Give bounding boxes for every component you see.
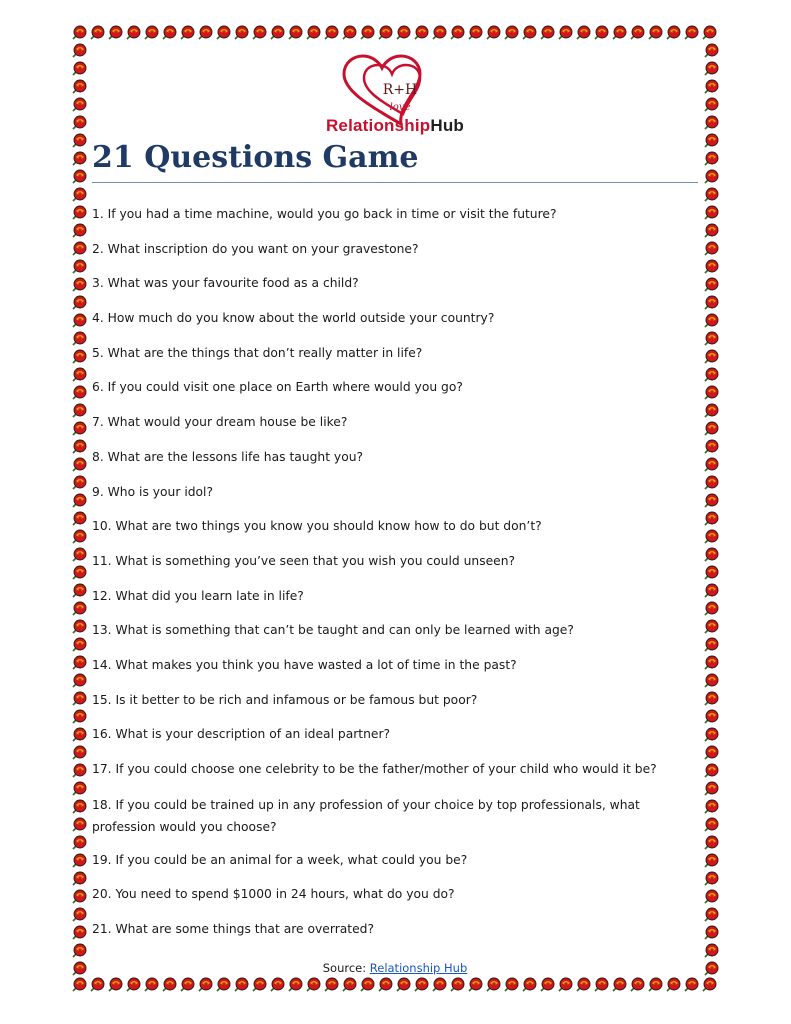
rose-border-icon [124,24,142,42]
rose-border-icon [484,976,502,994]
rose-border-icon [322,24,340,42]
question-item: 9. Who is your idol? [92,484,214,499]
rose-border-icon [70,402,88,420]
rose-border-icon [702,780,720,798]
rose-border-icon [70,366,88,384]
rose-border-icon [448,976,466,994]
rose-border-icon [574,24,592,42]
rose-border-icon [70,960,88,976]
question-item: 15. Is it better to be rich and infamous or be famous but poor? [92,692,478,707]
rose-border-icon [70,168,88,186]
page-title: 21 Questions Game [92,140,419,175]
rose-border-icon [702,942,720,960]
rose-border-icon [232,24,250,42]
rose-border-icon [702,924,720,942]
rose-border-icon [702,348,720,366]
rose-border-icon [664,976,682,994]
rose-border-icon [322,976,340,994]
rose-border-icon [702,276,720,294]
rose-border-icon [702,564,720,582]
rose-border-icon [70,96,88,114]
question-item: 14. What makes you think you have wasted a lot of time in the past? [92,657,517,672]
rose-border-icon [178,24,196,42]
decorative-border-right [702,42,720,976]
rose-border-icon [646,24,664,42]
rose-border-icon [702,708,720,726]
question-item: 18. If you could be trained up in any profession of your choice by top professionals, what profession would you choose? [92,797,640,834]
rose-border-icon [682,976,700,994]
rose-border-icon [702,888,720,906]
logo-brand-first: Relationship [325,116,431,135]
rose-border-icon [88,24,106,42]
rose-border-icon [106,24,124,42]
rose-border-icon [702,420,720,438]
rose-border-icon [702,492,720,510]
rose-border-icon [70,528,88,546]
rose-border-icon [466,976,484,994]
rose-border-icon [70,276,88,294]
rose-border-icon [268,24,286,42]
decorative-border-top [70,24,720,42]
rose-border-icon [538,24,556,42]
rose-border-icon [702,240,720,258]
rose-border-icon [610,976,628,994]
rose-border-icon [70,976,88,994]
rose-border-icon [702,510,720,528]
rose-border-icon [286,976,304,994]
rose-border-icon [430,24,448,42]
rose-border-icon [70,564,88,582]
rose-border-icon [702,312,720,330]
question-item: 20. You need to spend $1000 in 24 hours, what do you do? [92,887,455,902]
rose-border-icon [628,24,646,42]
question-item: 5. What are the things that don’t really matter in life? [92,345,423,360]
rose-border-icon [702,96,720,114]
rose-border-icon [574,976,592,994]
question-item: 19. If you could be an animal for a week, what could you be? [92,852,468,867]
question-item: 7. What would your dream house be like? [92,415,348,430]
rose-border-icon [70,78,88,96]
rose-border-icon [70,690,88,708]
rose-border-icon [664,24,682,42]
question-item: 16. What is your description of an ideal partner? [92,727,391,742]
rose-border-icon [70,924,88,942]
rose-border-icon [70,186,88,204]
rose-border-icon [394,976,412,994]
question-item: 6. If you could visit one place on Earth where would you go? [92,380,463,395]
rose-border-icon [448,24,466,42]
rose-border-icon [702,636,720,654]
rose-border-icon [412,976,430,994]
rose-border-icon [70,618,88,636]
rose-border-icon [70,762,88,780]
rose-border-icon [502,976,520,994]
question-item: 21. What are some things that are overrated? [92,922,374,937]
rose-border-icon [358,976,376,994]
rose-border-icon [702,816,720,834]
rose-border-icon [232,976,250,994]
rose-border-icon [702,654,720,672]
rose-border-icon [702,168,720,186]
question-item: 2. What inscription do you want on your gravestone? [92,241,419,256]
rose-border-icon [70,870,88,888]
rose-border-icon [702,672,720,690]
rose-border-icon [70,708,88,726]
rose-border-icon [702,456,720,474]
question-item: 17. If you could choose one celebrity to be the father/mother of your child who would it be? [92,762,657,776]
rose-border-icon [702,366,720,384]
rose-border-icon [484,24,502,42]
rose-border-icon [70,636,88,654]
rose-border-icon [70,258,88,276]
rose-border-icon [70,438,88,456]
rose-border-icon [142,976,160,994]
rose-border-icon [538,976,556,994]
source-label: Source: [322,961,367,975]
rose-border-icon [702,330,720,348]
rose-border-icon [702,42,720,60]
rose-border-icon [70,348,88,366]
rose-border-icon [70,780,88,798]
rose-border-icon [70,816,88,834]
question-item: 8. What are the lessons life has taught you? [92,449,364,464]
rose-border-icon [592,24,610,42]
rose-border-icon [70,150,88,168]
source-line [92,961,698,975]
rose-border-icon [70,744,88,762]
rose-border-icon [718,24,720,42]
rose-border-icon [250,976,268,994]
rose-border-icon [702,852,720,870]
question-item: 13. What is something that can’t be taught and can only be learned with age? [92,623,574,638]
rose-border-icon [196,976,214,994]
rose-border-icon [286,24,304,42]
rose-border-icon [702,798,720,816]
rose-border-icon [702,528,720,546]
rose-border-icon [70,726,88,744]
rose-border-icon [214,976,232,994]
rose-border-icon [556,24,574,42]
rose-border-icon [124,976,142,994]
rose-border-icon [70,222,88,240]
rose-border-icon [718,976,720,994]
question-item: 11. What is something you’ve seen that you wish you could unseen? [92,553,516,568]
rose-border-icon [702,582,720,600]
rose-border-icon [358,24,376,42]
rose-border-icon [702,402,720,420]
rose-border-icon [430,976,448,994]
rose-border-icon [70,834,88,852]
rose-border-icon [682,24,700,42]
rose-border-icon [70,654,88,672]
rose-border-icon [70,240,88,258]
rose-border-icon [702,60,720,78]
rose-border-icon [304,24,322,42]
title-divider [92,182,698,183]
rose-border-icon [88,976,106,994]
logo-brand-second: Hub [430,116,465,135]
rose-border-icon [70,582,88,600]
decorative-border-bottom [70,976,720,994]
rose-border-icon [702,960,720,976]
rose-border-icon [70,942,88,960]
rose-border-icon [340,24,358,42]
rose-border-icon [702,906,720,924]
rose-border-icon [70,42,88,60]
rose-border-icon [702,78,720,96]
rose-border-icon [702,474,720,492]
rose-border-icon [702,618,720,636]
question-item: 4. How much do you know about the world outside your country? [92,311,495,326]
rose-border-icon [628,976,646,994]
logo-script-word: love [389,102,411,113]
rose-border-icon [70,852,88,870]
rose-border-icon [70,798,88,816]
rose-border-icon [520,976,538,994]
rose-border-icon [700,976,718,994]
rose-border-icon [70,384,88,402]
rose-border-icon [376,976,394,994]
rose-border-icon [702,726,720,744]
rose-border-icon [106,976,124,994]
rose-border-icon [702,762,720,780]
rose-border-icon [70,114,88,132]
rose-border-icon [502,24,520,42]
rose-border-icon [702,258,720,276]
rose-border-icon [70,672,88,690]
rose-border-icon [70,132,88,150]
question-item: 3. What was your favourite food as a child? [92,276,359,291]
rose-border-icon [304,976,322,994]
rose-border-icon [610,24,628,42]
rose-border-icon [702,438,720,456]
logo-wordmark [320,116,470,136]
rose-border-icon [70,204,88,222]
rose-border-icon [70,456,88,474]
rose-border-icon [214,24,232,42]
rose-border-icon [340,976,358,994]
rose-border-icon [702,114,720,132]
question-item: 1. If you had a time machine, would you go back in time or visit the future? [92,207,557,221]
rose-border-icon [702,186,720,204]
rose-border-icon [702,150,720,168]
rose-border-icon [178,976,196,994]
rose-border-icon [268,976,286,994]
rose-border-icon [376,24,394,42]
rose-border-icon [702,132,720,150]
rose-border-icon [70,60,88,78]
rose-border-icon [70,24,88,42]
rose-border-icon [70,906,88,924]
rose-border-icon [70,888,88,906]
logo-monogram: R+H [382,82,418,98]
rose-border-icon [702,834,720,852]
rose-border-icon [70,294,88,312]
question-item: 10. What are two things you know you should know how to do but don’t? [92,519,542,534]
rose-border-icon [70,330,88,348]
rose-border-icon [702,870,720,888]
source-link[interactable]: Relationship Hub [369,961,468,975]
question-list [92,204,692,954]
rose-border-icon [142,24,160,42]
rose-border-icon [520,24,538,42]
rose-border-icon [70,600,88,618]
rose-border-icon [702,204,720,222]
rose-border-icon [592,976,610,994]
decorative-border-left [70,42,88,976]
rose-border-icon [556,976,574,994]
rose-border-icon [702,294,720,312]
rose-border-icon [702,546,720,564]
rose-border-icon [250,24,268,42]
rose-border-icon [70,492,88,510]
rose-border-icon [702,690,720,708]
rose-border-icon [702,600,720,618]
rose-border-icon [702,384,720,402]
rose-border-icon [700,24,718,42]
rose-border-icon [394,24,412,42]
rose-border-icon [196,24,214,42]
rose-border-icon [702,222,720,240]
rose-border-icon [160,976,178,994]
rose-border-icon [646,976,664,994]
question-item: 12. What did you learn late in life? [92,588,304,603]
rose-border-icon [70,510,88,528]
rose-border-icon [160,24,178,42]
rose-border-icon [70,474,88,492]
rose-border-icon [412,24,430,42]
rose-border-icon [466,24,484,42]
rose-border-icon [70,420,88,438]
rose-border-icon [70,312,88,330]
rose-border-icon [70,546,88,564]
rose-border-icon [702,744,720,762]
